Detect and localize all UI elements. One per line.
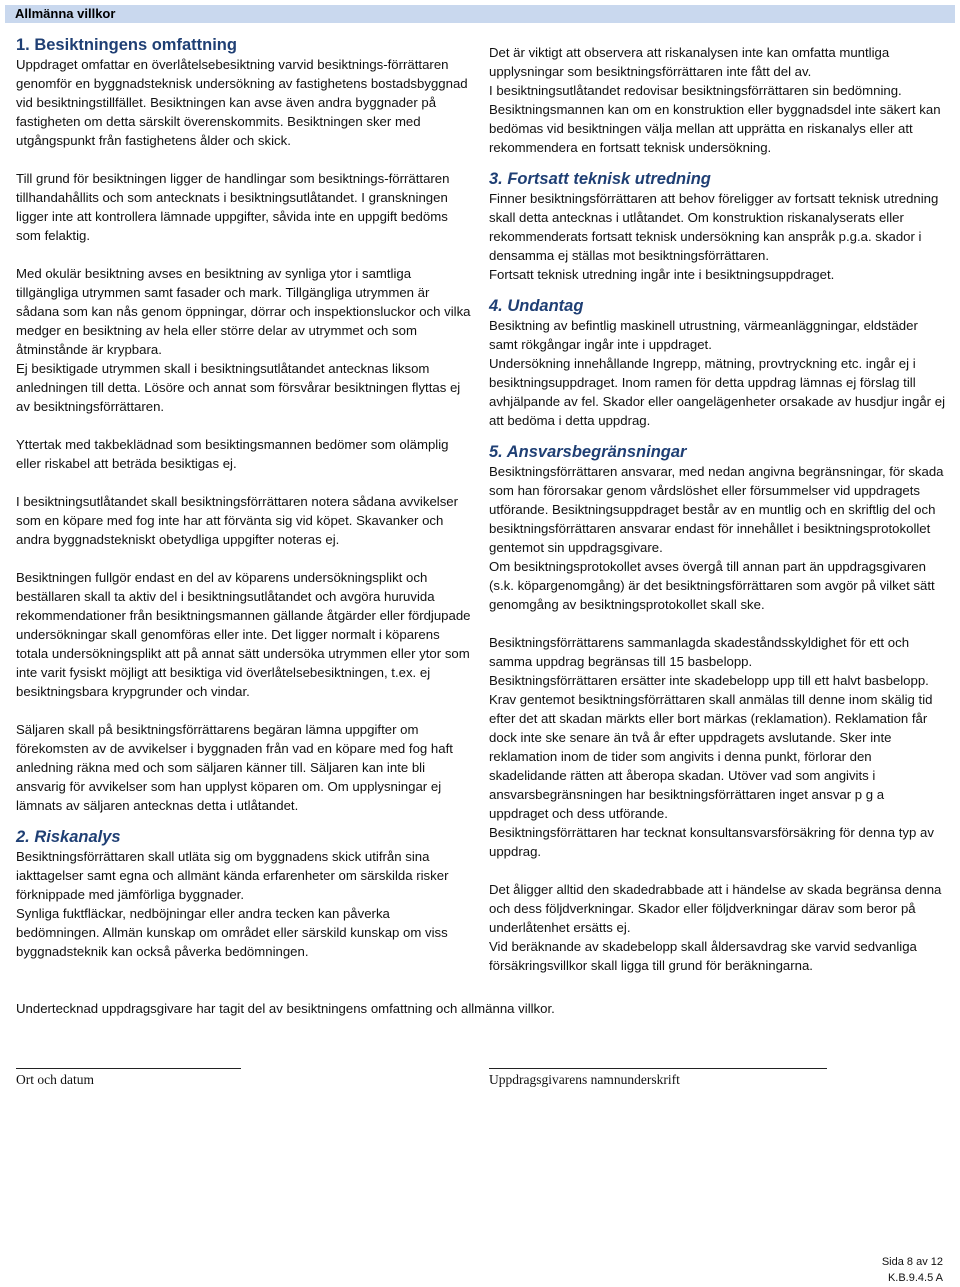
document-code: K.B.9.4.5 A	[887, 1272, 943, 1284]
undersigned-statement: Undertecknad uppdragsgivare har tagit del av besiktningens omfattning och allmänna villkor.	[16, 1001, 555, 1016]
paragraph: Besiktningsförrättaren skall utläta sig om byggnadens skick utifrån sina iakttagelser samt egna och allmänt kända erfarenheter om särskilda risker förknippade med jämförliga byggnader.	[16, 849, 449, 902]
page-number: Sida 8 av 12	[881, 1256, 943, 1268]
right-column	[489, 43, 945, 975]
paragraph: Besiktningen fullgör endast en del av köparens undersökningsplikt och beställaren skall ta aktiv del i besiktningsutlåtandet och avgöra huruvida rekommendationer från besiktningsmannen gällande åtgärder eller fördjupade undersökningar skall genomföras eller inte. Det ligger normalt i köparens totala undersökningsplikt att på annat sätt undersöka utrymmen eller ytor som inte varit fysiskt möjligt att besiktiga vid överlåtelsebesiktningen, t.ex. ej besiktningsbara krypgrunder och vindar.	[16, 570, 471, 699]
section-header-bar	[5, 5, 955, 23]
paragraph: Fortsatt teknisk utredning ingår inte i besiktningsuppdraget.	[489, 267, 835, 282]
paragraph: Med okulär besiktning avses en besiktning av synliga ytor i samtliga tillgängliga utrymmen samt fasader och mark. Tillgängliga utrymmen är sådana som kan nås genom öppningar, dörrar och inspektionsluckor och vilka medger en besiktning av hela eller större delar av utrymmet och som åtminstånde är krypbara.	[16, 266, 471, 357]
paragraph: I besiktningsutlåtandet skall besiktningsförrättaren notera sådana avvikelser som en köpare med fog inte har att förvänta sig vid köpet. Skavanker och andra byggnadstekniskt obetydliga uppgifter noteras ej.	[16, 494, 459, 547]
signature-label-name: Uppdragsgivarens namnunderskrift	[489, 1072, 680, 1087]
paragraph: Besiktningsförrättaren ansvarar, med nedan angivna begränsningar, för skada som han förorsakar genom vårdslöshet eller försummelser vid uppdragets utförande. Besiktningsuppdraget består av en muntlig och en skriftlig del och besiktningsförrättaren ansvarar endast för innehållet i besiktningsprotokollet gentemot sin uppdragsgivare.	[489, 464, 944, 555]
paragraph: Finner besiktningsförrättaren att behov föreligger av fortsatt teknisk utredning skall detta antecknas i utlåtandet. Om konstruktion riskanalyserats eller rekommenderats fortsatt teknisk undersökning kan anspråk p.g.a. skador i densamma ej ställas mot besiktningsförrättaren.	[489, 191, 939, 263]
section-3-title: 3. Fortsatt teknisk utredning	[489, 170, 711, 188]
paragraph: Om besiktningsprotokollet avses övergå till annan part än uppdragsgivaren (s.k. köpargenomgång) är det besiktningsförrättaren som avgör på vilket sätt genomgång av besiktningsprotokollet skall ske.	[489, 559, 935, 612]
paragraph: Till grund för besiktningen ligger de handlingar som besiktnings-förrättaren tillhandahållits och som antecknats i besiktningsutlåtandet. I granskningen ligger inte att kontrollera lämnade uppgifter, såvida inte en uppgift bedöms som felaktig.	[16, 171, 450, 243]
signature-label-place-date: Ort och datum	[16, 1072, 94, 1087]
paragraph: Vid beräknande av skadebelopp skall åldersavdrag ske varvid sedvanliga försäkringsvillkor skall ligga till grund för beräkningarna.	[489, 939, 917, 973]
paragraph: Besiktning av befintlig maskinell utrustning, värmeanläggningar, eldstäder samt rökgångar ingår inte i uppdraget.	[489, 318, 918, 352]
paragraph: Det är viktigt att observera att riskanalysen inte kan omfatta muntliga upplysningar som besiktningsförrättaren inte fått del av.	[489, 45, 890, 79]
signature-line-left	[16, 1068, 241, 1069]
paragraph: Uppdraget omfattar en överlåtelsebesiktning varvid besiktnings-förrättaren genomför en byggnadsteknisk undersökning av fastighetens bostadsbyggnad vid besiktningstillfället. Besiktningen kan avse även andra byggnader på fastigheten om detta särskilt överenskommits. Besiktningen sker med utgångspunkt från fastighetens ålder och skick.	[16, 57, 468, 148]
paragraph: Besiktningsförrättarens sammanlagda skadeståndsskyldighet för ett och samma uppdrag begränsas till 15 basbelopp.	[489, 635, 910, 669]
section-4-title: 4. Undantag	[489, 297, 584, 315]
section-2-title: 2. Riskanalys	[16, 828, 121, 846]
paragraph: Besiktningsmannen kan om en konstruktion eller byggnadsdel inte säkert kan bedömas vid besiktningen välja mellan att upprätta en riskanalys eller att rekommendera en fortsatt teknisk undersökning.	[489, 102, 941, 155]
paragraph: Synliga fuktfläckar, nedböjningar eller andra tecken kan påverka bedömningen. Allmän kunskap om området eller särskild kunskap om viss byggnadsteknik kan också påverka bedömningen.	[16, 906, 448, 959]
paragraph: Besiktningsförrättaren har tecknat konsultansvarsförsäkring för denna typ av uppdrag.	[489, 825, 934, 859]
paragraph: Undersökning innehållande Ingrepp, mätning, provtryckning etc. ingår ej i besiktningsuppdraget. Inom ramen för detta uppdrag lämnas ej förslag till avhjälpande av fel. Skador eller oangelägenheter orsakade av husdjur ingår ej att bedöma i detta uppdrag.	[489, 356, 946, 428]
paragraph: Ej besiktigade utrymmen skall i besiktningsutlåtandet antecknas liksom anledningen till detta. Lösöre och annat som försvårar besiktningen flyttas ej av besiktningsförrättaren.	[16, 361, 461, 414]
section-5-title: 5. Ansvarsbegränsningar	[489, 443, 687, 461]
section-1-title: 1. Besiktningens omfattning	[16, 36, 237, 54]
paragraph: Det åligger alltid den skadedrabbade att i händelse av skada begränsa denna och dess följdverkningar. Skador eller följdverkningar därav som beror på underlåtenhet ersätts ej.	[489, 882, 942, 935]
section-header-title: Allmänna villkor	[15, 6, 116, 21]
paragraph: I besiktningsutlåtandet redovisar besiktningsförrättaren sin bedömning.	[489, 83, 902, 98]
signature-line-right	[489, 1068, 827, 1069]
paragraph: Besiktningsförrättaren ersätter inte skadebelopp upp till ett halvt basbelopp. Krav gentemot besiktningsförrättaren skall anmälas till denne inom skälig tid efter det att skadan märkts eller bort märkas (reklamation). Reklamation får dock inte ske senare än två år efter uppdragets avslutande. Sker inte reklamation inom de tider som angivits i denna punkt, förlorar den skadelidande rätten att åberopa skadan. Utöver vad som angivits i ansvarsbegränsningen har besiktningsförrättaren inget ansvar p g a uppdraget och dess utförande.	[489, 673, 933, 821]
paragraph: Säljaren skall på besiktningsförrättarens begäran lämna uppgifter om förekomsten av de avvikelser i byggnaden från vad en köpare med fog haft anledning räkna med och som säljaren känner till. Säljaren kan inte bli ansvarig för avvikelser som han upplyst köparen om. Om upplysningar ej lämnats av säljaren antecknas detta i utlåtandet.	[16, 722, 453, 813]
left-column	[16, 35, 474, 961]
paragraph: Yttertak med takbeklädnad som besiktingsmannen bedömer som olämplig eller riskabel att beträda besiktigas ej.	[16, 437, 449, 471]
